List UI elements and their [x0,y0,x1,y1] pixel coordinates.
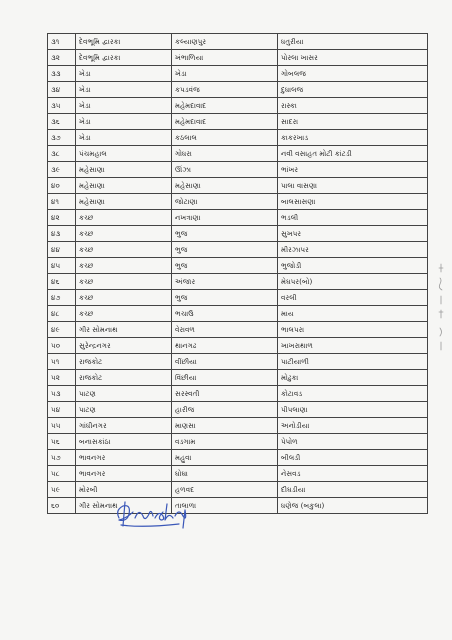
table-row [48,114,428,130]
taluka-cell: ગોધરા [172,146,278,162]
taluka-cell: મહેસાણા [172,178,278,194]
taluka-cell: વડગામ [172,434,278,450]
taluka-cell: કઠલાલ [172,130,278,146]
row-number: ૪૯ [48,322,76,338]
district-cell: ખેડા [76,98,172,114]
table-row [48,146,428,162]
village-cell: નેસવડ [278,466,428,482]
taluka-cell: ઘોઘા [172,466,278,482]
table-row [48,82,428,98]
row-number: ૩૫ [48,98,76,114]
signature-icon [113,498,195,530]
village-cell: મોઢુકા [278,370,428,386]
district-cell: ખેડા [76,130,172,146]
row-number: ૩૧ [48,34,76,50]
table-row [48,258,428,274]
taluka-cell: ઊંઝા [172,162,278,178]
district-cell: સુરેન્દ્રનગર [76,338,172,354]
table-row [48,210,428,226]
district-cell: બનાસકાંઠા [76,434,172,450]
district-cell: મહેસાણા [76,178,172,194]
taluka-cell: ભચાઉ [172,306,278,322]
taluka-cell: ભુજ [172,242,278,258]
row-number: ૩૮ [48,146,76,162]
district-cell: ખેડા [76,114,172,130]
table-row [48,386,428,402]
taluka-cell: ખંભાળિયા [172,50,278,66]
village-cell: સાદરા [278,114,428,130]
district-cell: ભાવનગર [76,466,172,482]
taluka-cell: વેરાવળ [172,322,278,338]
district-cell: કચ્છ [76,226,172,242]
village-cell: કાકરખાડ [278,130,428,146]
margin-handwriting-icon [437,262,445,352]
village-cell: મીરઝાપર [278,242,428,258]
district-cell: મહેસાણા [76,194,172,210]
table-row [48,274,428,290]
district-cell: દેવભૂમિ દ્વારકા [76,34,172,50]
table-row [48,434,428,450]
table-row [48,338,428,354]
district-cell: મોરબી [76,482,172,498]
village-cell: ભુજોડી [278,258,428,274]
table-row [48,466,428,482]
row-number: ૫૬ [48,434,76,450]
table-row [48,482,428,498]
district-cell: દેવભૂમિ દ્વારકા [76,50,172,66]
row-number: ૪૭ [48,290,76,306]
row-number: ૪૮ [48,306,76,322]
row-number: ૫૯ [48,482,76,498]
village-cell: દુધાલજ [278,82,428,98]
village-list-table [47,33,428,514]
village-cell: વરલી [278,290,428,306]
village-cell: પેપોળ [278,434,428,450]
village-cell: દીઘડીયા [278,482,428,498]
village-cell: મેઘપર(બો) [278,274,428,290]
village-cell: ગોબલજ [278,66,428,82]
village-cell: રાસ્કા [278,98,428,114]
table-row [48,34,428,50]
taluka-cell: માણસા [172,418,278,434]
row-number: ૩૨ [48,50,76,66]
row-number: ૩૯ [48,162,76,178]
row-number: ૫૩ [48,386,76,402]
row-number: ૪૧ [48,194,76,210]
taluka-cell: ભુજ [172,258,278,274]
district-cell: ભાવનગર [76,450,172,466]
table-row [48,162,428,178]
district-cell: કચ્છ [76,242,172,258]
row-number: ૫૭ [48,450,76,466]
village-cell: બાલસાસણા [278,194,428,210]
village-cell: સુખપર [278,226,428,242]
row-number: ૫૧ [48,354,76,370]
table-row [48,242,428,258]
district-cell: પાટણ [76,402,172,418]
taluka-cell: અંજાર [172,274,278,290]
table-row [48,322,428,338]
row-number: ૫૫ [48,418,76,434]
table-row [48,306,428,322]
village-cell: માય [278,306,428,322]
taluka-cell: તાલાળા [172,498,278,514]
village-cell: ખાખરાથાળ [278,338,428,354]
taluka-cell: કપડવંજ [172,82,278,98]
village-cell: બીલડી [278,450,428,466]
village-cell: પાલા વાસણા [278,178,428,194]
district-cell: ખેડા [76,82,172,98]
table-row [48,66,428,82]
village-cell: પીપલાણા [278,402,428,418]
row-number: ૪૩ [48,226,76,242]
village-cell: અનોડીયા [278,418,428,434]
district-cell: મહેસાણા [76,162,172,178]
taluka-cell: મહુવા [172,450,278,466]
village-cell: પોરલા ખાસર [278,50,428,66]
row-number: ૪૪ [48,242,76,258]
village-cell: કોટાવડ [278,386,428,402]
table-row [48,130,428,146]
taluka-cell: જોટાણા [172,194,278,210]
taluka-cell: થાનગઢ [172,338,278,354]
village-cell: ધણેજ (બકુલા) [278,498,428,514]
taluka-cell: સરસ્વતી [172,386,278,402]
table-row [48,98,428,114]
district-cell: કચ્છ [76,306,172,322]
row-number: ૫૮ [48,466,76,482]
table-row [48,50,428,66]
village-cell: ભાંખર [278,162,428,178]
taluka-cell: હારીજ [172,402,278,418]
row-number: ૫૨ [48,370,76,386]
village-cell: ભડલી [278,210,428,226]
row-number: ૪૨ [48,210,76,226]
district-cell: કચ્છ [76,274,172,290]
district-cell: ગીર સોમનાથ [76,498,172,514]
village-cell: ધતુરીયા [278,34,428,50]
district-cell: ગાંધીનગર [76,418,172,434]
district-cell: રાજકોટ [76,370,172,386]
table-row [48,290,428,306]
taluka-cell: વીંછીયા [172,354,278,370]
row-number: ૫૪ [48,402,76,418]
district-cell: કચ્છ [76,290,172,306]
taluka-cell: ખેડા [172,66,278,82]
village-cell: ભાલપરા [278,322,428,338]
table-row [48,450,428,466]
row-number: ૫૦ [48,338,76,354]
village-cell: પાટીયાળી [278,354,428,370]
taluka-cell: હળવદ [172,482,278,498]
row-number: ૪૬ [48,274,76,290]
table-row [48,226,428,242]
table-row [48,402,428,418]
taluka-cell: વિંછીયા [172,370,278,386]
row-number: ૪૫ [48,258,76,274]
district-cell: રાજકોટ [76,354,172,370]
taluka-cell: કલ્યાણપુર [172,34,278,50]
taluka-cell: નખત્રાણા [172,210,278,226]
village-cell: નવી વસાહત મોટી કાંટડી [278,146,428,162]
taluka-cell: ભુજ [172,226,278,242]
taluka-cell: મહેમદાવાદ [172,98,278,114]
district-cell: પંચમહાલ [76,146,172,162]
row-number: ૩૭ [48,130,76,146]
row-number: ૩૪ [48,82,76,98]
taluka-cell: મહેમદાવાદ [172,114,278,130]
table-row [48,418,428,434]
table-row [48,370,428,386]
district-cell: ગીર સોમનાથ [76,322,172,338]
table-row [48,354,428,370]
table-row [48,498,428,514]
table-row [48,194,428,210]
district-cell: કચ્છ [76,258,172,274]
table-body [48,34,428,514]
district-cell: પાટણ [76,386,172,402]
district-cell: ખેડા [76,66,172,82]
district-cell: કચ્છ [76,210,172,226]
row-number: ૬૦ [48,498,76,514]
taluka-cell: ભુજ [172,290,278,306]
row-number: ૩૩ [48,66,76,82]
row-number: ૪૦ [48,178,76,194]
table-row [48,178,428,194]
row-number: ૩૬ [48,114,76,130]
